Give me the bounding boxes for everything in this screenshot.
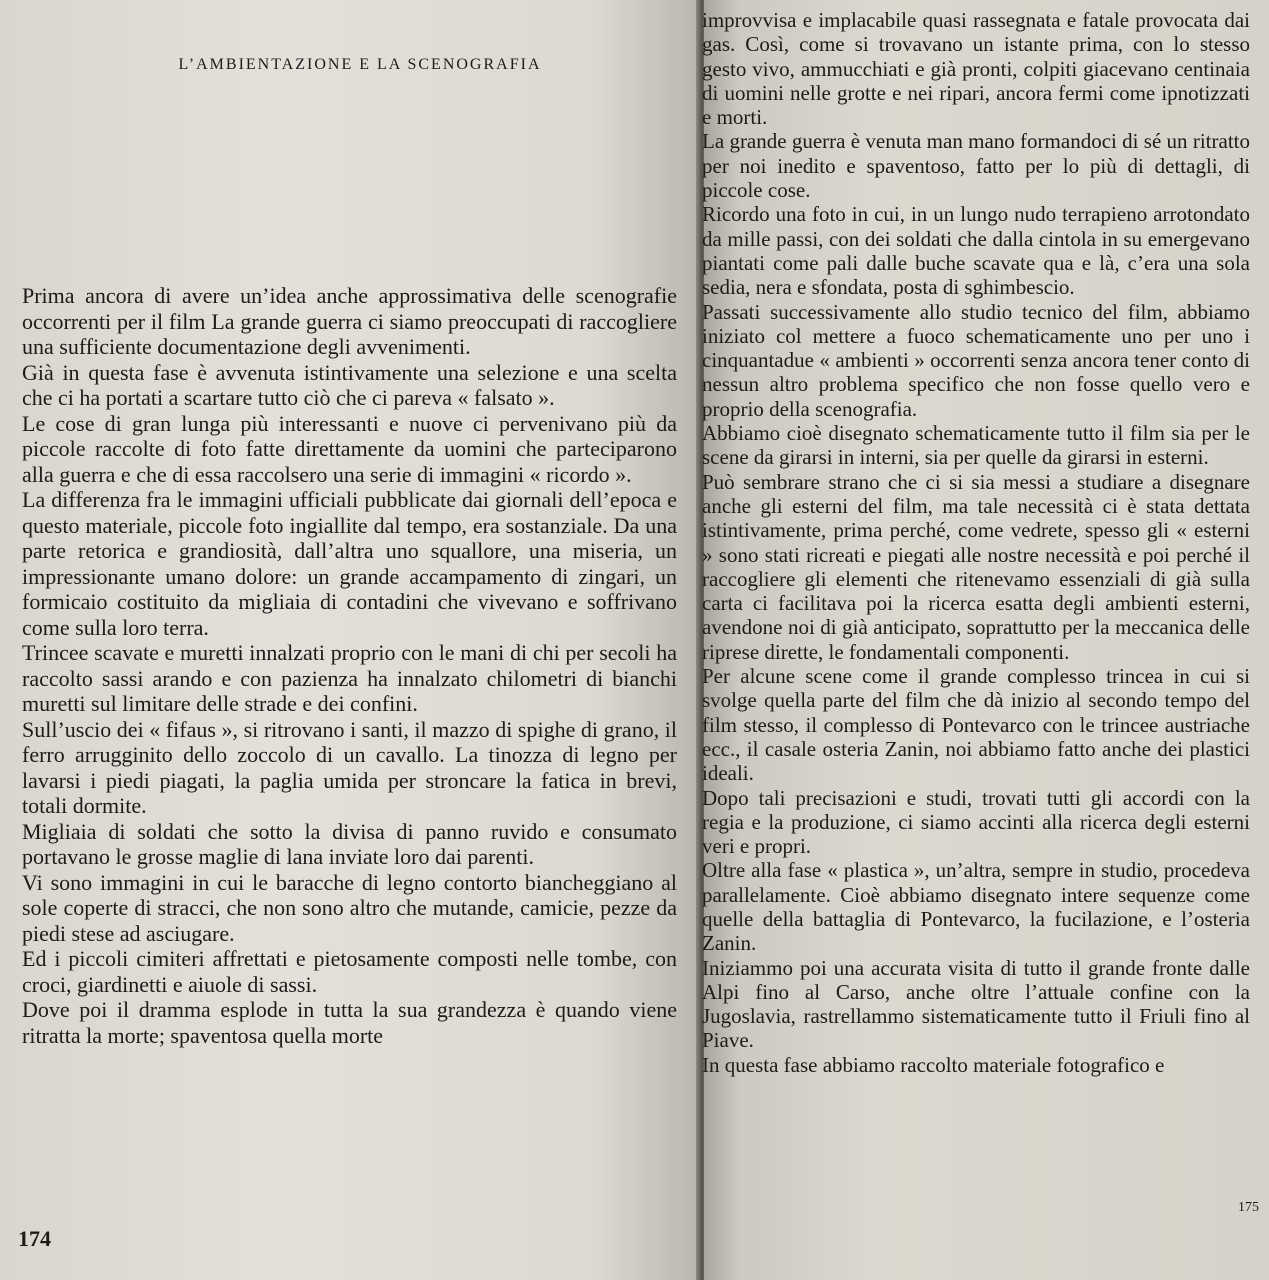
paragraph: Già in questa fase è avvenuta istintivamente una selezione e una scelta che ci ha portati a scartare tutto ciò che ci pareva « falsato ». <box>22 359 677 410</box>
paragraph: Passati successivamente allo studio tecnico del film, abbiamo iniziato col mettere a fuoco schematicamente uno per uno i cinquantadue « ambienti » occorrenti senza ancora tener conto di nessun altro problema specifico che non fosse quello vero e proprio della scenografia. <box>702 299 1250 421</box>
paragraph: La grande guerra è venuta man mano formandoci di sé un ritratto per noi inedito e spaventoso, fatto per lo più di dettagli, di piccole cose. <box>702 129 1250 203</box>
paragraph: Le cose di gran lunga più interessanti e nuove ci pervenivano più da piccole raccolte di foto fatte direttamente da uomini che parteciparono alla guerra e che di essa raccolsero una serie di immagini « ricordo ». <box>22 410 677 487</box>
paragraph: Prima ancora di avere un’idea anche approssimativa delle scenografie occorrenti per il film La grande guerra ci siamo preoccupati di raccogliere una sufficiente documentazione degli avvenimenti. <box>22 283 677 359</box>
page-number-left: 174 <box>18 1226 51 1251</box>
paragraph: In questa fase abbiamo raccolto materiale fotografico e <box>702 1052 1165 1077</box>
paragraph: Sull’uscio dei « fifaus », si ritrovano i santi, il mazzo di spighe di grano, il ferro arrugginito dello zoccolo di un cavallo. La tinozza di legno per lavarsi i piedi piagati, la paglia umida per stroncare la fatica in brevi, totali dormite. <box>22 716 677 818</box>
paragraph: Dove poi il dramma esplode in tutta la sua grandezza è quando viene ritratta la morte; spaventosa quella morte <box>22 997 677 1048</box>
paragraph: Vi sono immagini in cui le baracche di legno contorto biancheggiano al sole coperte di stracci, che non sono altro che mutande, camicie, pezze da piedi stese ad asciugare. <box>22 869 677 946</box>
paragraph: Dopo tali precisazioni e studi, trovati tutti gli accordi con la regia e la produzione, ci siamo accinti alla ricerca degli esterni veri e propri. <box>702 785 1250 859</box>
paragraph: Per alcune scene come il grande complesso trincea in cui si svolge quella parte del film che dà inizio al secondo tempo del film stesso, il complesso di Pontevarco con le trincee austriache ecc., il casale osteria Zanin, noi abbiamo fatto anche dei plastici ideali. <box>702 664 1250 786</box>
left-page-body <box>22 283 677 1048</box>
paragraph: Iniziammo poi una accurata visita di tutto il grande fronte dalle Alpi fino al Carso, anche oltre l’attuale confine con la Jugoslavia, rastrellammo sistematicamente tutto il Friuli fino al Piave. <box>702 955 1250 1053</box>
paragraph: Trincee scavate e muretti innalzati proprio con le mani di chi per secoli ha raccolto sassi arando e con pazienza ha innalzato chilometri di bianchi muretti sul limitare delle strade e dei confini. <box>22 640 677 716</box>
paragraph: Oltre alla fase « plastica », un’altra, sempre in studio, procedeva parallelamente. Cioè abbiamo disegnato intere sequenze come quelle della battaglia di Pontevarco, la fucilazione, e l’osteria Zanin. <box>702 858 1250 956</box>
paragraph: Migliaia di soldati che sotto la divisa di panno ruvido e consumato portavano le grosse maglie di lana inviate loro dai parenti. <box>22 818 677 869</box>
right-page-body <box>702 8 1250 1077</box>
paragraph: Può sembrare strano che ci si sia messi a studiare a disegnare anche gli esterni del film, ma tale necessità ci è stata dettata istintivamente, prima perché, come vedrete, spesso gli « esterni » sono stati ricreati e piegati alle nostre necessità e poi perché il raccogliere gli elementi che ritenevamo essenziali di già sulla carta ci facilitava poi la ricerca esatta degli ambienti esterni, avendone noi di già anticipato, soprattutto per la meccanica delle riprese dirette, le fondamentali componenti. <box>702 469 1250 664</box>
paragraph: Ricordo una foto in cui, in un lungo nudo terrapieno arrotondato da mille passi, con dei soldati che dalla cintola in su emergevano piantati come pali dalle buche scavate qua e là, c’era una sola sedia, nera e sfondata, posta di sghimbescio. <box>702 202 1250 300</box>
page-number-right: 175 <box>1238 1200 1259 1215</box>
paragraph: La differenza fra le immagini ufficiali pubblicate dai giornali dell’epoca e questo materiale, piccole foto ingiallite dal tempo, era sostanziale. Da una parte retorica e grandiosità, dall’altra uno squallore, una miseria, un impressionante umano dolore: un grande accampamento di zingari, un formicaio costituito da migliaia di contadini che vivevano e soffrivano come sulla loro terra. <box>22 487 677 640</box>
paragraph: improvvisa e implacabile quasi rassegnata e fatale provocata dai gas. Così, come si trovavano un istante prima, con lo stesso gesto vivo, ammucchiati e già pronti, colpiti giacevano centinaia di uomini nelle grotte e nei ripari, ancora fermi come ipnotizzati e morti. <box>702 8 1250 130</box>
paragraph: Abbiamo cioè disegnato schematicamente tutto il film sia per le scene da girarsi in interni, sia per quelle da girarsi in esterni. <box>702 421 1250 470</box>
paragraph: Ed i piccoli cimiteri affrettati e pietosamente composti nelle tombe, con croci, giardinetti e aiuole di sassi. <box>22 946 677 997</box>
running-head: L’AMBIENTAZIONE E LA SCENOGRAFIA <box>178 56 542 73</box>
